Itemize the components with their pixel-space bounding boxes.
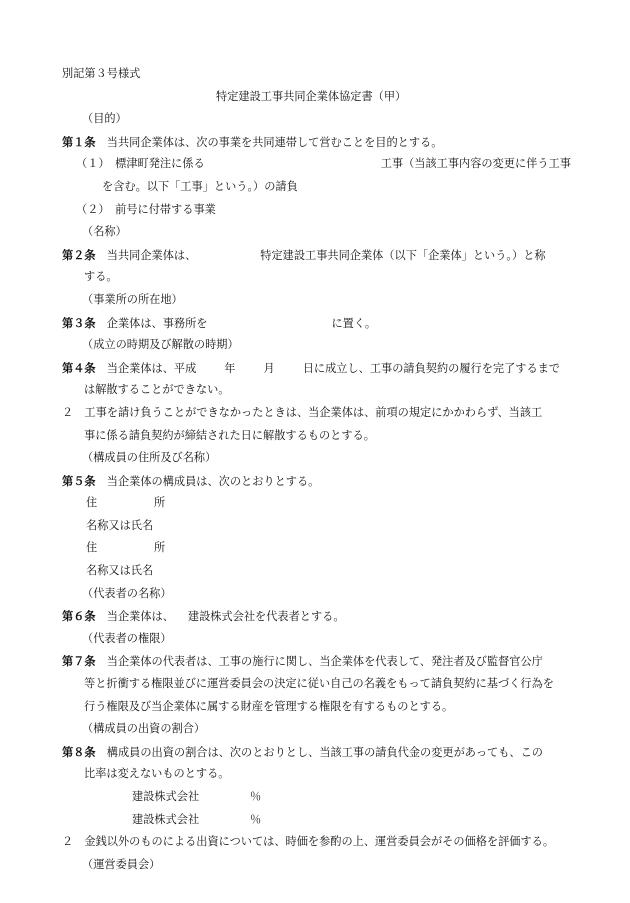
share-unit: ％ xyxy=(250,790,262,803)
member-1-name: 名称又は氏名 xyxy=(86,518,154,532)
article-7-cont-2: 行う権限及び当企業体に属する財産を管理する権限を有するものとする。 xyxy=(84,699,454,713)
article-7-cont-1: 等と折衝する権限並びに運営委員会の決定に従い自己の名義をもって請負契約に基づく行為を xyxy=(84,677,554,691)
article-number: 第８条 xyxy=(62,744,96,759)
article-8 xyxy=(62,741,590,764)
document-title: 特定建設工事共同企業体協定書（甲） xyxy=(216,89,407,103)
share-company: 建設株式会社 xyxy=(132,790,200,803)
heading-office: （事業所の所在地） xyxy=(82,292,183,306)
heading-investment: （構成員の出資の割合） xyxy=(82,722,206,736)
article-1 xyxy=(62,131,590,154)
article-number: 第３条 xyxy=(62,315,96,330)
member-2-address xyxy=(62,537,590,560)
heading-representative: （代表者の名称） xyxy=(82,586,172,600)
article-6 xyxy=(62,605,590,628)
heading-name: （名称） xyxy=(82,225,127,239)
paragraph-number: ２ xyxy=(62,835,74,849)
article-text: 当企業体は、平成 xyxy=(106,361,197,375)
article-number: 第２条 xyxy=(62,247,96,262)
article-8-para-2 xyxy=(62,831,590,854)
item-number: （１） xyxy=(76,157,104,171)
article-number: 第４条 xyxy=(62,360,96,375)
paragraph-number: ２ xyxy=(62,405,74,419)
address-label-a: 住 xyxy=(86,541,98,555)
article-text: 構成員の出資の割合は、次のとおりとし、当該工事の請負代金の変更があっても、この xyxy=(106,745,543,759)
share-row-2 xyxy=(62,809,590,832)
item-text: 標津町発注に係る xyxy=(115,157,205,171)
article-2 xyxy=(62,244,590,267)
article-number: 第６条 xyxy=(62,609,96,624)
article-text: 当共同企業体は、 xyxy=(106,248,197,262)
item-number: （２） xyxy=(76,202,104,216)
article-text: 当企業体の構成員は、次のとおりとする。 xyxy=(106,474,320,488)
article-1-item-2 xyxy=(62,199,590,222)
article-text-cont: 日に成立し、工事の請負契約の履行を完了するまで xyxy=(302,361,561,375)
article-text-cont: に置く。 xyxy=(331,316,377,330)
year-label: 年 xyxy=(224,361,236,375)
paragraph-text: 金銭以外のものによる出資については、時価を参酌の上、運営委員会がその価格を評価する。 xyxy=(84,835,555,849)
heading-committee: （運営委員会） xyxy=(82,857,161,871)
article-text: 当共同企業体は、次の事業を共同連帯して営むことを目的とする。 xyxy=(106,135,443,149)
item-text: 前号に付帯する事業 xyxy=(115,202,216,216)
article-text: 当企業体の代表者は、工事の施行に関し、当企業体を代表して、発注者及び監督官公庁 xyxy=(106,655,543,669)
heading-authority: （代表者の権限） xyxy=(82,631,172,645)
heading-members: （構成員の住所及び名称） xyxy=(82,451,217,465)
article-4-para-2-cont: 事に係る請負契約が締結された日に解散するものとする。 xyxy=(84,428,375,442)
form-label: 別記第３号様式 xyxy=(62,67,141,80)
article-4-para-2 xyxy=(62,402,590,425)
article-1-item-1-cont: を含む。以下「工事」という。）の請負 xyxy=(102,179,298,193)
article-7 xyxy=(62,650,590,673)
member-1-address xyxy=(62,492,590,515)
article-4 xyxy=(62,357,590,380)
article-text-cont: 特定建設工事共同企業体（以下「企業体」という。）と称 xyxy=(260,248,546,262)
heading-period: （成立の時期及び解散の時期） xyxy=(82,338,239,352)
article-number: 第１条 xyxy=(62,134,96,149)
article-8-cont: 比率は変えないものとする。 xyxy=(84,767,230,781)
share-unit: ％ xyxy=(250,812,262,826)
address-label-a: 住 xyxy=(86,496,98,510)
share-row-1 xyxy=(62,786,590,809)
article-1-item-1 xyxy=(62,153,590,176)
article-4-cont: は解散することができない。 xyxy=(84,383,230,397)
item-text-cont: 工事（当該工事内容の変更に伴う工事 xyxy=(380,157,571,171)
article-2-cont: する。 xyxy=(84,270,118,284)
address-label-b: 所 xyxy=(154,496,166,510)
article-5 xyxy=(62,470,590,493)
paragraph-text: 工事を請け負うことができなかったときは、当企業体は、前項の規定にかかわらず、当該工 xyxy=(84,405,543,419)
article-3 xyxy=(62,312,590,335)
article-text: 企業体は、事務所を xyxy=(106,316,208,330)
address-label-b: 所 xyxy=(154,541,166,555)
article-text: 当企業体は、 xyxy=(106,610,174,624)
article-number: 第５条 xyxy=(62,473,96,488)
article-number: 第７条 xyxy=(62,654,96,669)
article-text-cont: 建設株式会社を代表者とする。 xyxy=(187,610,345,624)
share-company: 建設株式会社 xyxy=(132,812,200,826)
member-2-name: 名称又は氏名 xyxy=(86,564,154,578)
heading-purpose: （目的） xyxy=(82,112,127,126)
month-label: 月 xyxy=(263,361,275,375)
